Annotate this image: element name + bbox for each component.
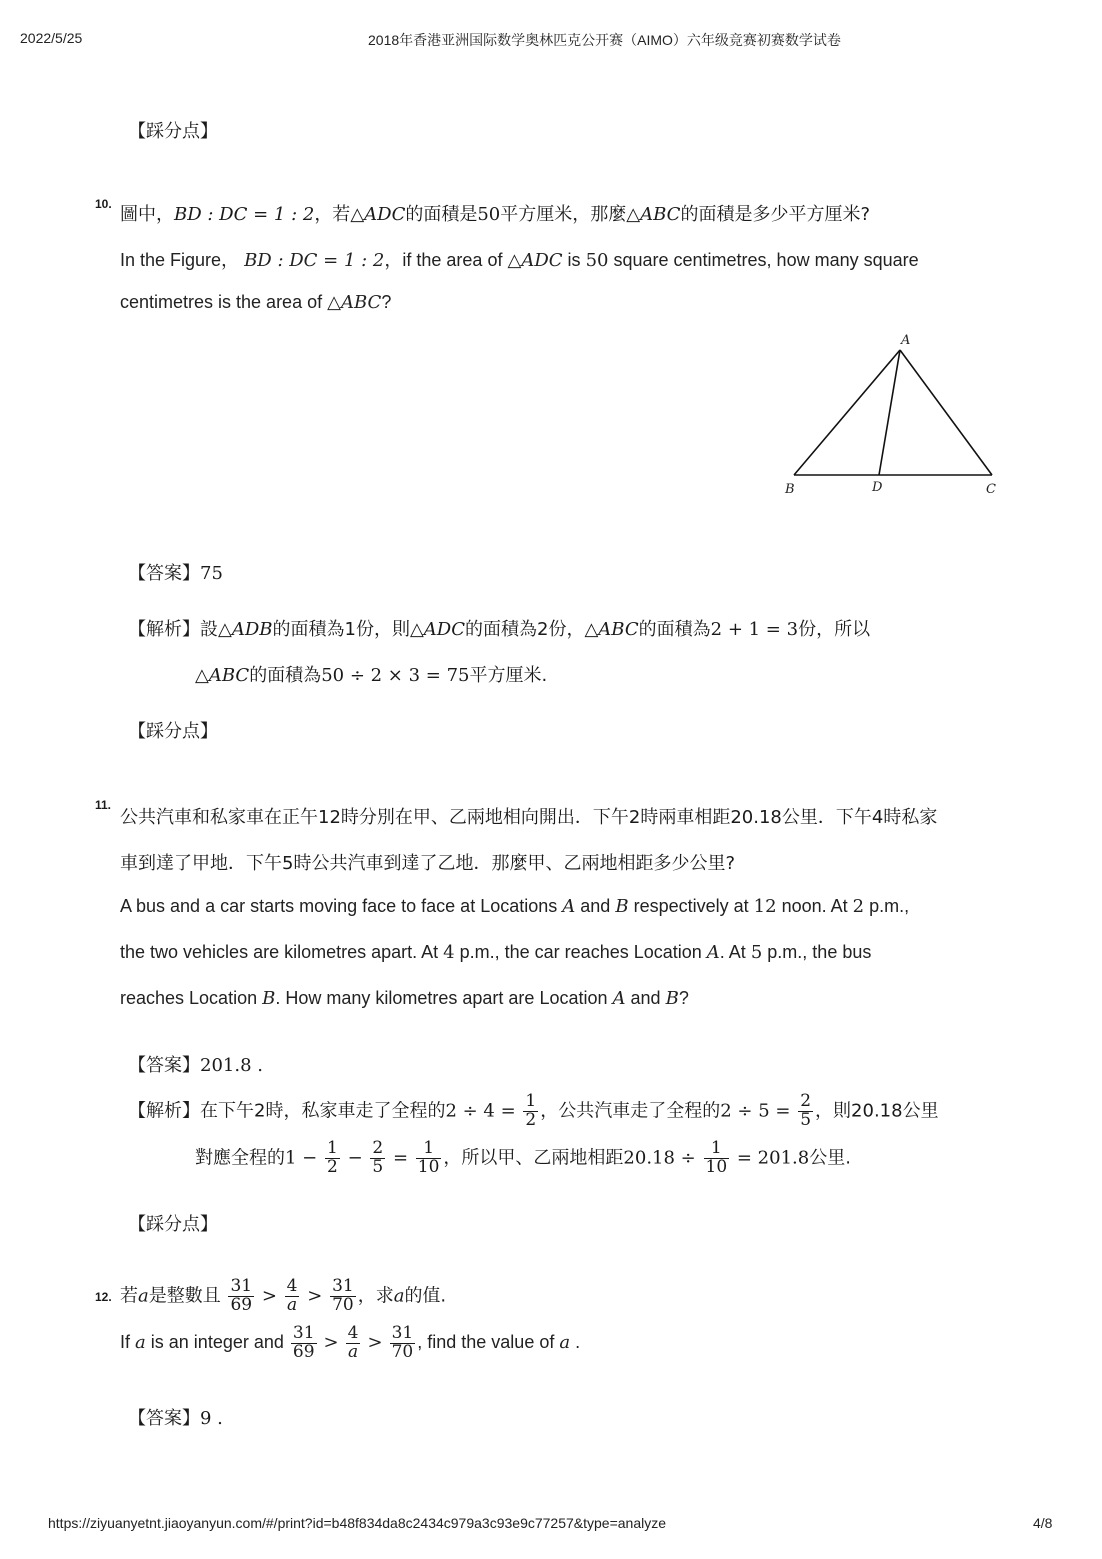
source-url-link[interactable]: https://ziyuanyetnt.jiaoyanyun.com/#/print?id=b48f834da8c2434c979a3c93e9c77257&type=analyze (48, 1515, 667, 1531)
print-date: 2022/5/25 (20, 30, 83, 46)
fraction-31-70: $\frac{31}{70}$ (332, 1276, 354, 1315)
q10-triangle-figure (770, 325, 1020, 505)
fraction-2-5: $\frac{2}{5}$ (800, 1091, 812, 1130)
q12-answer: 【答案】9 . (128, 1408, 223, 1429)
vertex-label-a: A (901, 333, 911, 348)
q9-points-label: 【踩分点】 (128, 121, 218, 142)
q11-number: 11. (95, 798, 112, 812)
q10-english-line-1: In the Figure， BD : DC = 1 : 2，if the area of △ADC is 50 square centimetres, how many square (120, 250, 919, 271)
q12-number: 12. (95, 1290, 112, 1304)
q11-english-line-2: the two vehicles are kilometres apart. At 4 p.m., the car reaches Location A. At 5 p.m., the bus (120, 942, 872, 963)
q11-english-line-3: reaches Location B. How many kilometres apart are Location A and B? (120, 988, 689, 1009)
fraction-1-2: $\frac{1}{2}$ (327, 1138, 338, 1177)
q10-english-line-2: centimetres is the area of △ABC? (120, 292, 392, 313)
q10-answer: 【答案】75 (128, 563, 223, 584)
edge-ac (900, 350, 992, 475)
q12-chinese-prompt: 若a是整數且 $\frac{31}{69}$ > $\frac{4}{a}$ > $\frac{31}{70}$ ，求a的值. (120, 1276, 447, 1315)
q10-chinese-prompt: 圖中，BD : DC = 1 : 2，若△ADC的面積是50平方厘米，那麼△ABC的面積是多少平方厘米? (120, 204, 871, 225)
fraction-31-70: $\frac{31}{70}$ (391, 1323, 414, 1362)
q11-chinese-line-2: 車到達了甲地．下午5時公共汽車到達了乙地．那麼甲、乙兩地相距多少公里? (120, 853, 736, 874)
q11-chinese-line-1: 公共汽車和私家車在正午12時分別在甲、乙兩地相向開出．下午2時兩車相距20.18公里．下午4時私家 (120, 807, 938, 828)
fraction-1-2: $\frac{1}{2}$ (525, 1091, 537, 1130)
vertex-label-c: C (986, 482, 996, 497)
q10-analysis-line-1: 【解析】設△ADB的面積為1份，則△ADC的面積為2份，△ABC的面積為2 + 1 = 3份，所以 (128, 619, 871, 640)
fraction-31-69: $\frac{31}{69}$ (230, 1276, 253, 1315)
q11-answer: 【答案】201.8 . (128, 1055, 263, 1076)
q11-points-label: 【踩分点】 (128, 1214, 218, 1235)
q11-analysis-line-2: 對應全程的1 − $\frac{1}{2}$ − $\frac{2}{5}$ = $\frac{1}{10}$ ，所以甲、乙兩地相距20.18 ÷ $\frac{1}{10}$ = 201.8公里. (195, 1138, 851, 1177)
point-label-d: D (872, 480, 883, 495)
vertex-label-b: B (785, 482, 795, 497)
segment-ad (879, 350, 900, 475)
fraction-31-69: $\frac{31}{69}$ (292, 1323, 315, 1362)
fraction-4-a: $\frac{4}{a}$ (286, 1276, 298, 1315)
fraction-1-10: $\frac{1}{10}$ (417, 1138, 440, 1177)
q12-english-prompt: If a is an integer and $\frac{31}{69}$ > $\frac{4}{a}$ > $\frac{31}{70}$ , find the value of a . (120, 1323, 581, 1362)
edge-ab (794, 350, 900, 475)
q11-english-line-1: A bus and a car starts moving face to face at Locations A and B respectively at 12 noon. At 2 p.m., (120, 896, 910, 917)
document-title: 2018年香港亚洲国际数学奥林匹克公开赛（AIMO）六年级竞赛初赛数学试卷 (368, 32, 841, 48)
fraction-4-a: $\frac{4}{a}$ (347, 1323, 359, 1362)
page-number: 4/8 (1033, 1515, 1053, 1531)
q10-points-label: 【踩分点】 (128, 721, 218, 742)
q10-number: 10. (95, 197, 112, 211)
fraction-2-5: $\frac{2}{5}$ (372, 1138, 384, 1177)
q10-analysis-line-2: △ABC的面積為50 ÷ 2 × 3 = 75平方厘米. (195, 665, 548, 686)
fraction-1-10: $\frac{1}{10}$ (705, 1138, 728, 1177)
q11-analysis-line-1: 【解析】在下午2時，私家車走了全程的2 ÷ 4 = $\frac{1}{2}$ ，公共汽車走了全程的2 ÷ 5 = $\frac{2}{5}$ ，則20.18公里 (128, 1091, 939, 1130)
